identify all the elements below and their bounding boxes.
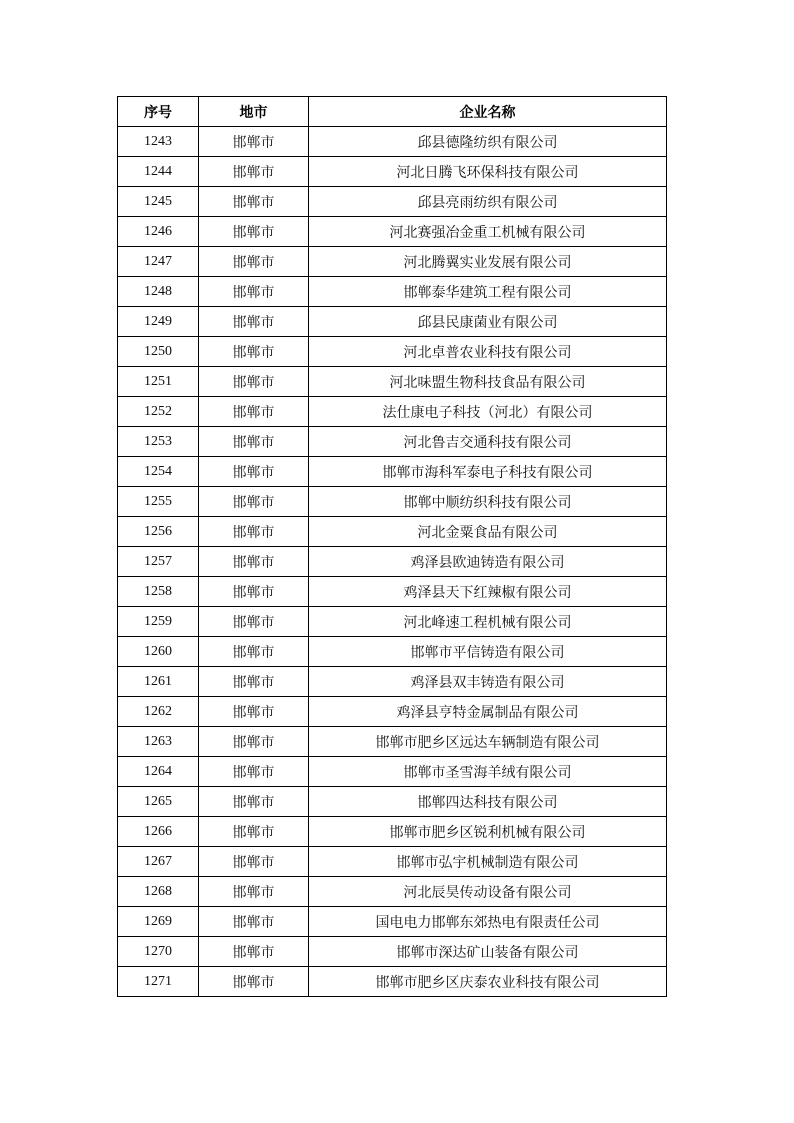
city-cell: 邯郸市 xyxy=(199,937,309,967)
seq-cell: 1268 xyxy=(118,877,199,907)
company-cell: 河北金粟食品有限公司 xyxy=(309,517,667,547)
city-cell: 邯郸市 xyxy=(199,697,309,727)
city-cell: 邯郸市 xyxy=(199,907,309,937)
seq-cell: 1269 xyxy=(118,907,199,937)
city-cell: 邯郸市 xyxy=(199,607,309,637)
table-row xyxy=(118,487,667,517)
table-row xyxy=(118,607,667,637)
city-cell: 邯郸市 xyxy=(199,877,309,907)
seq-cell: 1267 xyxy=(118,847,199,877)
city-cell: 邯郸市 xyxy=(199,337,309,367)
company-cell: 邯郸中顺纺织科技有限公司 xyxy=(309,487,667,517)
table-row xyxy=(118,577,667,607)
company-cell: 邯郸市海科军泰电子科技有限公司 xyxy=(309,457,667,487)
company-cell: 河北赛强冶金重工机械有限公司 xyxy=(309,217,667,247)
company-cell: 邯郸市肥乡区庆泰农业科技有限公司 xyxy=(309,967,667,997)
table-row xyxy=(118,877,667,907)
table-row xyxy=(118,637,667,667)
company-cell: 河北辰昊传动设备有限公司 xyxy=(309,877,667,907)
seq-cell: 1253 xyxy=(118,427,199,457)
company-cell: 国电电力邯郸东郊热电有限责任公司 xyxy=(309,907,667,937)
table-row xyxy=(118,307,667,337)
company-cell: 河北峰速工程机械有限公司 xyxy=(309,607,667,637)
city-cell: 邯郸市 xyxy=(199,637,309,667)
company-cell: 邯郸四达科技有限公司 xyxy=(309,787,667,817)
city-cell: 邯郸市 xyxy=(199,427,309,457)
table-row xyxy=(118,157,667,187)
seq-cell: 1263 xyxy=(118,727,199,757)
table-row xyxy=(118,337,667,367)
seq-cell: 1266 xyxy=(118,817,199,847)
table-row xyxy=(118,757,667,787)
seq-cell: 1247 xyxy=(118,247,199,277)
city-cell: 邯郸市 xyxy=(199,217,309,247)
city-cell: 邯郸市 xyxy=(199,307,309,337)
city-cell: 邯郸市 xyxy=(199,817,309,847)
table-row xyxy=(118,847,667,877)
table-row xyxy=(118,367,667,397)
city-cell: 邯郸市 xyxy=(199,397,309,427)
company-cell: 鸡泽县亨特金属制品有限公司 xyxy=(309,697,667,727)
company-cell: 鸡泽县双丰铸造有限公司 xyxy=(309,667,667,697)
company-cell: 法仕康电子科技（河北）有限公司 xyxy=(309,397,667,427)
city-cell: 邯郸市 xyxy=(199,157,309,187)
company-cell: 河北鲁吉交通科技有限公司 xyxy=(309,427,667,457)
seq-cell: 1264 xyxy=(118,757,199,787)
city-cell: 邯郸市 xyxy=(199,187,309,217)
table-row xyxy=(118,667,667,697)
city-cell: 邯郸市 xyxy=(199,367,309,397)
company-table xyxy=(117,96,667,997)
table-row xyxy=(118,697,667,727)
city-cell: 邯郸市 xyxy=(199,517,309,547)
table-header-row xyxy=(118,97,667,127)
seq-cell: 1259 xyxy=(118,607,199,637)
city-cell: 邯郸市 xyxy=(199,577,309,607)
seq-cell: 1250 xyxy=(118,337,199,367)
city-cell: 邯郸市 xyxy=(199,967,309,997)
city-cell: 邯郸市 xyxy=(199,847,309,877)
company-cell: 鸡泽县欧迪铸造有限公司 xyxy=(309,547,667,577)
seq-cell: 1255 xyxy=(118,487,199,517)
seq-cell: 1257 xyxy=(118,547,199,577)
company-cell: 鸡泽县天下红辣椒有限公司 xyxy=(309,577,667,607)
seq-cell: 1248 xyxy=(118,277,199,307)
city-cell: 邯郸市 xyxy=(199,127,309,157)
table-row xyxy=(118,907,667,937)
city-cell: 邯郸市 xyxy=(199,247,309,277)
seq-cell: 1261 xyxy=(118,667,199,697)
seq-cell: 1244 xyxy=(118,157,199,187)
seq-cell: 1243 xyxy=(118,127,199,157)
table-body xyxy=(118,127,667,997)
seq-cell: 1249 xyxy=(118,307,199,337)
company-cell: 邱县德隆纺织有限公司 xyxy=(309,127,667,157)
seq-cell: 1256 xyxy=(118,517,199,547)
company-cell: 邯郸市肥乡区锐利机械有限公司 xyxy=(309,817,667,847)
seq-cell: 1260 xyxy=(118,637,199,667)
table-row xyxy=(118,787,667,817)
company-cell: 河北味盟生物科技食品有限公司 xyxy=(309,367,667,397)
company-cell: 河北日腾飞环保科技有限公司 xyxy=(309,157,667,187)
table-row xyxy=(118,247,667,277)
company-cell: 邯郸市深达矿山装备有限公司 xyxy=(309,937,667,967)
city-cell: 邯郸市 xyxy=(199,667,309,697)
company-cell: 河北卓普农业科技有限公司 xyxy=(309,337,667,367)
city-cell: 邯郸市 xyxy=(199,727,309,757)
table-row xyxy=(118,517,667,547)
table-row xyxy=(118,817,667,847)
city-cell: 邯郸市 xyxy=(199,757,309,787)
table-row xyxy=(118,277,667,307)
table-row xyxy=(118,427,667,457)
table-row xyxy=(118,127,667,157)
company-cell: 邱县亮雨纺织有限公司 xyxy=(309,187,667,217)
table-row xyxy=(118,937,667,967)
table-row xyxy=(118,217,667,247)
company-cell: 邯郸市圣雪海羊绒有限公司 xyxy=(309,757,667,787)
seq-cell: 1254 xyxy=(118,457,199,487)
seq-cell: 1271 xyxy=(118,967,199,997)
city-cell: 邯郸市 xyxy=(199,487,309,517)
table-row xyxy=(118,457,667,487)
column-header-city: 地市 xyxy=(199,97,309,127)
table-row xyxy=(118,187,667,217)
seq-cell: 1262 xyxy=(118,697,199,727)
company-cell: 邯郸市弘宇机械制造有限公司 xyxy=(309,847,667,877)
seq-cell: 1252 xyxy=(118,397,199,427)
table-row xyxy=(118,967,667,997)
city-cell: 邯郸市 xyxy=(199,787,309,817)
company-cell: 邯郸市平信铸造有限公司 xyxy=(309,637,667,667)
table-row xyxy=(118,727,667,757)
column-header-seq: 序号 xyxy=(118,97,199,127)
city-cell: 邯郸市 xyxy=(199,547,309,577)
company-cell: 邱县民康菌业有限公司 xyxy=(309,307,667,337)
seq-cell: 1251 xyxy=(118,367,199,397)
seq-cell: 1258 xyxy=(118,577,199,607)
seq-cell: 1246 xyxy=(118,217,199,247)
seq-cell: 1265 xyxy=(118,787,199,817)
company-cell: 邯郸泰华建筑工程有限公司 xyxy=(309,277,667,307)
city-cell: 邯郸市 xyxy=(199,277,309,307)
column-header-company: 企业名称 xyxy=(309,97,667,127)
table-row xyxy=(118,547,667,577)
table-row xyxy=(118,397,667,427)
city-cell: 邯郸市 xyxy=(199,457,309,487)
company-cell: 河北腾翼实业发展有限公司 xyxy=(309,247,667,277)
seq-cell: 1245 xyxy=(118,187,199,217)
seq-cell: 1270 xyxy=(118,937,199,967)
company-cell: 邯郸市肥乡区远达车辆制造有限公司 xyxy=(309,727,667,757)
